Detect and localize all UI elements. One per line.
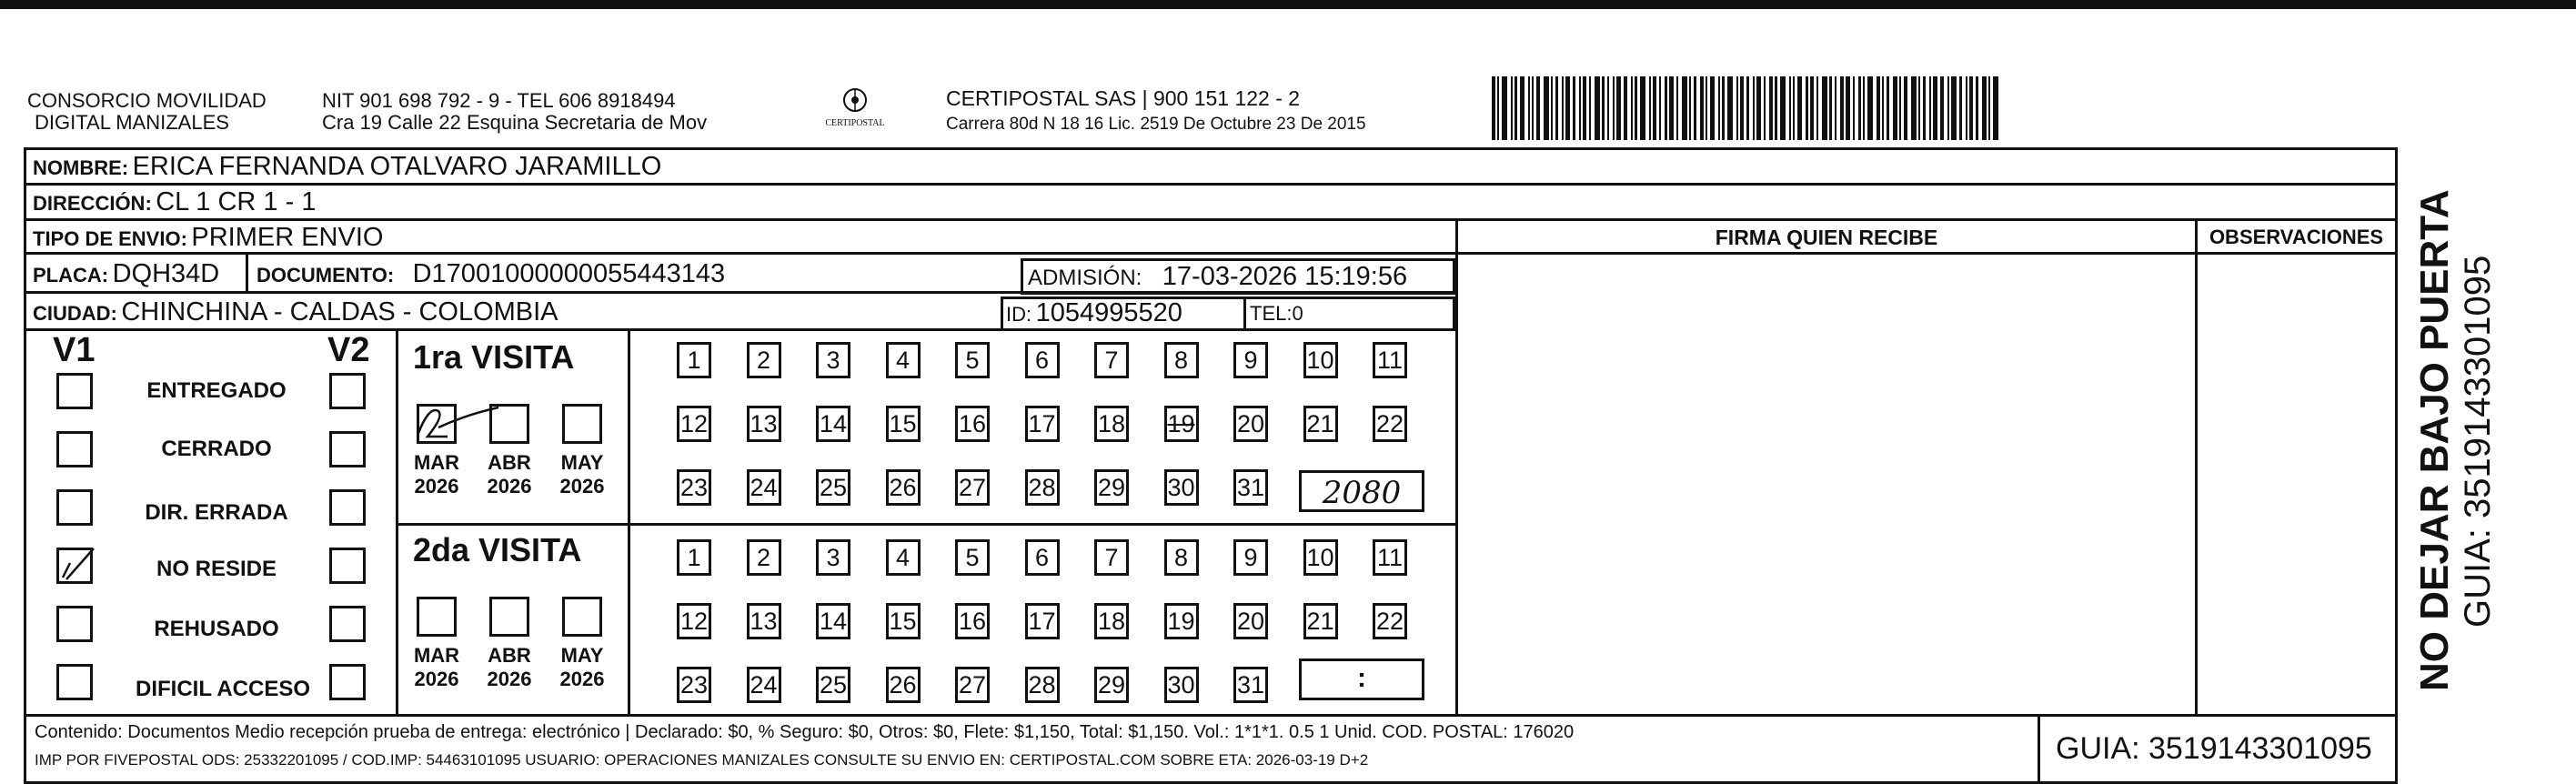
barcode-bar <box>1780 76 1786 140</box>
barcode-bar <box>1829 76 1832 140</box>
barcode-bar <box>1753 76 1755 140</box>
barcode-bar <box>1616 76 1621 140</box>
v1-rehusado-checkbox[interactable] <box>56 606 93 642</box>
barcode-bar <box>1607 76 1609 140</box>
visit2-day-29[interactable]: 29 <box>1094 667 1129 703</box>
footer-contenido: Contenido: Documentos Medio recepción prueba de entrega: electrónico | Declarado: $0, % Seguro: $0, Otros: $0, Flete: $1,150, Total: $1,150. Vol.: 1*1*1. 0.5 1 Unid. COD. POSTAL: 176020 <box>35 722 1575 742</box>
month-name: MAR <box>413 451 460 474</box>
barcode-bar <box>1959 76 1962 140</box>
ciudad-label: CIUDAD: <box>33 302 117 325</box>
firma-column <box>1455 218 2198 717</box>
direccion-value: CL 1 CR 1 - 1 <box>156 187 317 216</box>
month-year: 2026 <box>414 475 459 498</box>
barcode-bar <box>1853 76 1855 140</box>
status-rehusado: REHUSADO <box>154 617 279 641</box>
visit1-day-20[interactable]: 20 <box>1233 406 1268 442</box>
visit2-day-27[interactable]: 27 <box>955 667 990 703</box>
nombre-label: NOMBRE: <box>33 156 129 179</box>
barcode-bar <box>1793 76 1795 140</box>
barcode <box>1492 76 2219 140</box>
visit1-day-25[interactable]: 25 <box>816 469 850 506</box>
visit2-day-13[interactable]: 13 <box>747 603 781 639</box>
month-year: 2026 <box>559 475 605 498</box>
barcode-bar <box>1993 76 1998 140</box>
visit1-day-17[interactable]: 17 <box>1025 406 1060 442</box>
visit2-month-label <box>482 644 537 691</box>
barcode-bar <box>1966 76 1967 140</box>
barcode-bar <box>1722 76 1725 140</box>
visit2-day-20[interactable]: 20 <box>1233 603 1268 639</box>
company-name-line1: CONSORCIO MOVILIDAD <box>27 89 267 112</box>
month-name: ABR <box>488 644 531 667</box>
barcode-bar <box>1764 76 1766 140</box>
barcode-bar <box>1822 76 1827 140</box>
visit1-day-18[interactable]: 18 <box>1094 406 1129 442</box>
visit1-day-11[interactable]: 11 <box>1373 342 1407 378</box>
barcode-bar <box>1669 76 1674 140</box>
tipo-label: TIPO DE ENVIO: <box>33 227 187 250</box>
barcode-bar <box>1746 76 1749 140</box>
barcode-bar <box>1858 76 1861 140</box>
nombre-value: ERICA FERNANDA OTALVARO JARAMILLO <box>132 152 662 181</box>
v2-header: V2 <box>327 331 370 369</box>
barcode-bar <box>1589 76 1591 140</box>
tel-field <box>1250 302 1303 326</box>
barcode-bar <box>1899 76 1901 140</box>
barcode-bar <box>1947 76 1949 140</box>
barcode-bar <box>1846 76 1850 140</box>
barcode-bar <box>1544 76 1549 140</box>
visit2-day-15[interactable]: 15 <box>886 603 921 639</box>
v2-cerrado-checkbox[interactable] <box>329 431 366 467</box>
barcode-bar <box>1769 76 1773 140</box>
barcode-bar <box>1659 76 1661 140</box>
visit1-day-1[interactable]: 1 <box>677 342 711 378</box>
visit2-time-box[interactable] <box>1299 658 1424 700</box>
v1-entregado-checkbox[interactable] <box>56 373 93 409</box>
visit2-day-10[interactable]: 10 <box>1303 539 1338 576</box>
id-field <box>1006 298 1182 328</box>
visit2-day-26[interactable]: 26 <box>886 667 921 703</box>
month-year: 2026 <box>487 475 532 498</box>
documento-field <box>257 259 725 289</box>
barcode-bar <box>1863 76 1865 140</box>
month-year: 2026 <box>414 668 459 690</box>
barcode-bar <box>1940 76 1944 140</box>
v1-no-reside-checkbox[interactable] <box>56 548 93 584</box>
visit2-day-23[interactable]: 23 <box>677 667 711 703</box>
visit1-day-12[interactable]: 12 <box>677 406 711 442</box>
barcode-bar <box>1969 76 1973 140</box>
barcode-bar <box>1877 76 1880 140</box>
barcode-bar <box>1727 76 1733 140</box>
barcode-bar <box>1532 76 1534 140</box>
barcode-bar <box>1653 76 1656 140</box>
barcode-bar <box>1492 76 1495 140</box>
month-name: MAY <box>560 451 604 474</box>
direccion-row <box>24 183 2398 221</box>
visit2-day-18[interactable]: 18 <box>1094 603 1129 639</box>
certipostal-name: CERTIPOSTAL SAS | 900 151 122 - 2 <box>946 86 1301 110</box>
status-cerrado: CERRADO <box>161 437 272 461</box>
visit2-day-1[interactable]: 1 <box>677 539 711 576</box>
visit1-day-27[interactable]: 27 <box>955 469 990 506</box>
barcode-bar <box>1689 76 1691 140</box>
visit1-day-7[interactable]: 7 <box>1094 342 1129 378</box>
visit1-title: 1ra VISITA <box>413 338 575 376</box>
visit1-day-28[interactable]: 28 <box>1025 469 1060 506</box>
documento-value: D17001000000055443143 <box>412 259 726 288</box>
visit1-day-5[interactable]: 5 <box>955 342 990 378</box>
direccion-field <box>33 187 316 217</box>
visit1-month-label <box>555 451 609 498</box>
barcode-bar <box>1976 76 1978 140</box>
visit1-day-2[interactable]: 2 <box>747 342 781 378</box>
barcode-bar <box>1840 76 1844 140</box>
barcode-bar <box>1775 76 1777 140</box>
visit1-day-21[interactable]: 21 <box>1303 406 1338 442</box>
visit2-day-31[interactable]: 31 <box>1233 667 1268 703</box>
barcode-bar <box>1706 76 1707 140</box>
barcode-bar <box>1911 76 1917 140</box>
status-dificil-acceso: DIFICIL ACCESO <box>135 677 310 701</box>
visit1-day-31[interactable]: 31 <box>1233 469 1268 506</box>
barcode-bar <box>1882 76 1884 140</box>
barcode-bar <box>1929 76 1931 140</box>
barcode-bar <box>1682 76 1687 140</box>
admision-value: 17-03-2026 15:19:56 <box>1162 262 1408 291</box>
visit2-month-label <box>555 644 609 691</box>
visit1-time-handwritten: 2080 <box>1322 475 1402 511</box>
barcode-bar <box>1640 76 1645 140</box>
firma-header: FIRMA QUIEN RECIBE <box>1715 226 1938 249</box>
barcode-bar <box>1649 76 1651 140</box>
barcode-bar <box>1613 76 1615 140</box>
visit1-day-26[interactable]: 26 <box>886 469 921 506</box>
barcode-bar <box>1810 76 1814 140</box>
admision-field <box>1028 262 1407 292</box>
visit1-day-14[interactable]: 14 <box>816 406 850 442</box>
visit2-day-6[interactable]: 6 <box>1025 539 1060 576</box>
visit2-day-2[interactable]: 2 <box>747 539 781 576</box>
visit2-day-12[interactable]: 12 <box>677 603 711 639</box>
visit1-day-24[interactable]: 24 <box>747 469 781 506</box>
visit2-title: 2da VISITA <box>413 531 582 568</box>
status-dir-errada: DIR. ERRADA <box>145 500 288 525</box>
month-name: MAY <box>560 644 604 667</box>
admision-label: ADMISIÓN: <box>1028 266 1142 290</box>
visit1-day-19[interactable]: 19 <box>1164 406 1199 442</box>
barcode-bar <box>1602 76 1605 140</box>
visit2-day-19[interactable]: 19 <box>1164 603 1199 639</box>
visit1-time-box[interactable] <box>1299 470 1424 512</box>
logo-icon <box>810 84 901 144</box>
visit2-day-17[interactable]: 17 <box>1025 603 1060 639</box>
visit2-day-11[interactable]: 11 <box>1373 539 1407 576</box>
visit2-month-box-may[interactable] <box>562 597 602 637</box>
visit1-day-22[interactable]: 22 <box>1373 406 1407 442</box>
visit1-day-10[interactable]: 10 <box>1303 342 1338 378</box>
certipostal-address: Carrera 80d N 18 16 Lic. 2519 De Octubre 23 De 2015 <box>946 115 1366 134</box>
visit1-day-6[interactable]: 6 <box>1025 342 1060 378</box>
barcode-bar <box>1635 76 1637 140</box>
v2-dir-errada-checkbox[interactable] <box>329 489 366 526</box>
visit2-month-box-mar[interactable] <box>417 597 457 637</box>
barcode-bar <box>1595 76 1600 140</box>
barcode-bar <box>1789 76 1791 140</box>
v2-rehusado-checkbox[interactable] <box>329 606 366 642</box>
v2-entregado-checkbox[interactable] <box>329 373 366 409</box>
barcode-bar <box>1835 76 1836 140</box>
visit2-day-30[interactable]: 30 <box>1164 667 1199 703</box>
placa-field <box>33 259 219 289</box>
barcode-bar <box>1951 76 1957 140</box>
placa-divider <box>246 252 248 294</box>
placa-value: DQH34D <box>112 259 220 288</box>
visit2-day-3[interactable]: 3 <box>816 539 850 576</box>
visit2-month-label <box>409 644 464 691</box>
ciudad-field <box>33 297 558 327</box>
month-name: MAR <box>413 644 460 667</box>
barcode-bar <box>1536 76 1540 140</box>
barcode-bar <box>1573 76 1575 140</box>
footer-imp: IMP POR FIVEPOSTAL ODS: 25332201095 / COD.IMP: 54463101095 USUARIO: OPERACIONES MANIZALES CONSULTE SU ENVIO EN: CERTIPOSTAL.COM SOBRE ETA: 2026-03-19 D+2 <box>35 751 1369 769</box>
barcode-bar <box>1756 76 1761 140</box>
visit1-month-label <box>482 451 537 498</box>
v2-no-reside-checkbox[interactable] <box>329 548 366 584</box>
barcode-bar <box>1710 76 1715 140</box>
visit2-day-24[interactable]: 24 <box>747 667 781 703</box>
visit1-day-16[interactable]: 16 <box>955 406 990 442</box>
documento-label: DOCUMENTO: <box>257 264 395 286</box>
barcode-bar <box>1718 76 1720 140</box>
visit1-day-4[interactable]: 4 <box>886 342 921 378</box>
visit2-day-7[interactable]: 7 <box>1094 539 1129 576</box>
side-guia: GUIA: 3519143301095 <box>2458 255 2498 628</box>
barcode-bar <box>1893 76 1897 140</box>
status-entregado: ENTREGADO <box>146 378 287 403</box>
visit2-day-4[interactable]: 4 <box>886 539 921 576</box>
barcode-bar <box>1982 76 1987 140</box>
visit1-day-15[interactable]: 15 <box>886 406 921 442</box>
barcode-bar <box>1806 76 1808 140</box>
visit2-day-8[interactable]: 8 <box>1164 539 1199 576</box>
barcode-bar <box>1694 76 1696 140</box>
barcode-bar <box>1579 76 1581 140</box>
barcode-bar <box>1736 76 1738 140</box>
nombre-field <box>33 152 661 182</box>
barcode-bar <box>1665 76 1667 140</box>
visit2-day-25[interactable]: 25 <box>816 667 850 703</box>
visit2-day-28[interactable]: 28 <box>1025 667 1060 703</box>
month-year: 2026 <box>487 668 532 690</box>
visit1-day-13[interactable]: 13 <box>747 406 781 442</box>
visit2-day-14[interactable]: 14 <box>816 603 850 639</box>
barcode-bar <box>1583 76 1586 140</box>
id-label: ID: <box>1006 303 1032 326</box>
company-address: Cra 19 Calle 22 Esquina Secretaria de Mov <box>322 111 708 134</box>
month-name: ABR <box>488 451 531 474</box>
barcode-bar <box>1502 76 1507 140</box>
company-name-line2: DIGITAL MANIZALES <box>35 111 229 134</box>
observaciones-header: OBSERVACIONES <box>2209 226 2384 248</box>
barcode-bar <box>1497 76 1499 140</box>
barcode-bar <box>1797 76 1802 140</box>
tel-label: TEL: <box>1250 302 1293 325</box>
visit1-day-9[interactable]: 9 <box>1233 342 1268 378</box>
visit1-day-3[interactable]: 3 <box>816 342 850 378</box>
tipo-field <box>33 223 383 253</box>
direccion-label: DIRECCIÓN: <box>33 192 152 215</box>
visit1-day-8[interactable]: 8 <box>1164 342 1199 378</box>
visit2-day-21[interactable]: 21 <box>1303 603 1338 639</box>
barcode-bar <box>1624 76 1627 140</box>
tel-value: 0 <box>1292 302 1303 325</box>
barcode-bar <box>1631 76 1633 140</box>
barcode-bar <box>1551 76 1553 140</box>
visit2-day-22[interactable]: 22 <box>1373 603 1407 639</box>
visit2-day-9[interactable]: 9 <box>1233 539 1268 576</box>
visit2-day-16[interactable]: 16 <box>955 603 990 639</box>
barcode-bar <box>1867 76 1873 140</box>
barcode-bar <box>1988 76 1990 140</box>
barcode-bar <box>1555 76 1558 140</box>
visit1-day-23[interactable]: 23 <box>677 469 711 506</box>
footer-guia: GUIA: 3519143301095 <box>2056 731 2372 766</box>
visit2-time-placeholder: : <box>1357 663 1366 693</box>
barcode-bar <box>1816 76 1818 140</box>
company-nit: NIT 901 698 792 - 9 - TEL 606 8918494 <box>322 89 676 112</box>
visit1-day-29[interactable]: 29 <box>1094 469 1129 506</box>
barcode-bar <box>1514 76 1517 140</box>
barcode-bar <box>1740 76 1744 140</box>
ciudad-value: CHINCHINA - CALDAS - COLOMBIA <box>121 297 558 327</box>
barcode-bar <box>1528 76 1530 140</box>
placa-label: PLACA: <box>33 264 109 286</box>
barcode-bar <box>1700 76 1704 140</box>
v1-dir-errada-checkbox[interactable] <box>56 489 93 526</box>
barcode-bar <box>1676 76 1678 140</box>
id-value: 1054995520 <box>1035 298 1182 327</box>
no-dejar-bajo-puerta: NO DEJAR BAJO PUERTA <box>2412 189 2457 691</box>
check-mark-icon <box>57 543 97 583</box>
tipo-value: PRIMER ENVIO <box>191 223 384 252</box>
barcode-bar <box>1511 76 1513 140</box>
certipostal-logo <box>810 84 901 144</box>
barcode-bar <box>1887 76 1889 140</box>
barcode-bar <box>1562 76 1564 140</box>
barcode-bar <box>1565 76 1570 140</box>
v1-header: V1 <box>53 331 96 369</box>
v1-cerrado-checkbox[interactable] <box>56 431 93 467</box>
barcode-bar <box>1918 76 1920 140</box>
v1-dificil-acceso-checkbox[interactable] <box>56 664 93 700</box>
visit2-day-5[interactable]: 5 <box>955 539 990 576</box>
barcode-bar <box>1520 76 1524 140</box>
barcode-bar <box>1923 76 1926 140</box>
status-no-reside: NO RESIDE <box>156 557 277 581</box>
handwritten-month-mark-icon <box>411 400 511 455</box>
barcode-bar <box>1933 76 1937 140</box>
visit1-month-label <box>409 451 464 498</box>
month-year: 2026 <box>559 668 605 690</box>
visit1-month-box-may[interactable] <box>562 404 602 444</box>
logo-text: CERTIPOSTAL <box>825 118 885 128</box>
barcode-bar <box>1904 76 1907 140</box>
top-edge-bar <box>0 0 2576 9</box>
visit2-month-box-abr[interactable] <box>489 597 529 637</box>
observaciones-column <box>2195 218 2398 717</box>
visit1-day-30[interactable]: 30 <box>1164 469 1199 506</box>
